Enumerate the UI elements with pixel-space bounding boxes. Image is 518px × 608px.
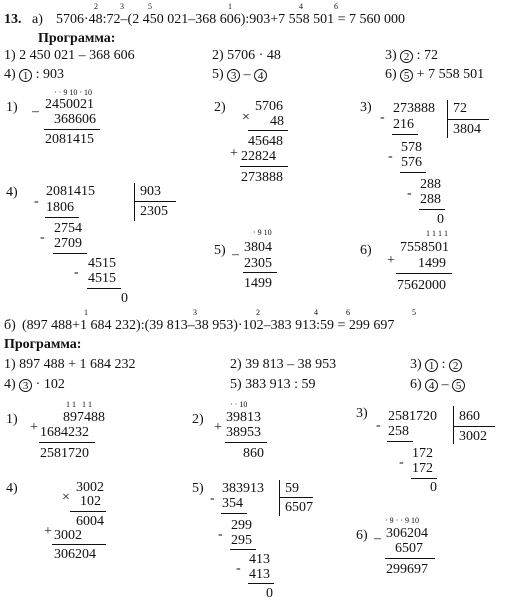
program-title: Программа: bbox=[4, 337, 82, 352]
operand: 1684232 bbox=[40, 425, 89, 440]
circled-number: 3 bbox=[227, 69, 240, 82]
quotient: 3002 bbox=[459, 429, 487, 444]
minus-sign: - bbox=[218, 527, 223, 542]
result: 7562000 bbox=[397, 278, 446, 293]
underline bbox=[385, 558, 435, 559]
divisor-line bbox=[453, 426, 495, 427]
calc-label: 2) bbox=[192, 412, 204, 427]
division-row: 288 bbox=[420, 192, 441, 207]
underline bbox=[44, 129, 100, 130]
times-sign: × bbox=[242, 110, 250, 125]
calc-label: 4) bbox=[6, 185, 18, 200]
minus-sign: - bbox=[74, 265, 79, 280]
quotient: 3804 bbox=[453, 122, 481, 137]
step: 1) 2 450 021 – 368 606 bbox=[4, 48, 135, 63]
operand: 2450021 bbox=[45, 97, 94, 112]
underline bbox=[221, 513, 247, 514]
division-row: 0 bbox=[266, 586, 273, 601]
partial-product: 45648 bbox=[248, 134, 283, 149]
division-row: 576 bbox=[401, 155, 422, 170]
result: 2081415 bbox=[45, 132, 94, 147]
calc-label: 3) bbox=[356, 406, 368, 421]
underline bbox=[396, 273, 452, 274]
divisor-line bbox=[279, 497, 313, 498]
plus-sign: + bbox=[44, 524, 52, 539]
problem-number: 13. bbox=[4, 12, 22, 27]
dividend: 273888 bbox=[393, 101, 435, 116]
circled-number: 3 bbox=[19, 379, 32, 392]
step: 5) 3 – 4 bbox=[212, 67, 267, 82]
result: 1499 bbox=[244, 276, 272, 291]
division-row: 299 bbox=[231, 518, 252, 533]
circled-number: 1 bbox=[425, 359, 438, 372]
underline bbox=[400, 172, 426, 173]
part-b-label: б) bbox=[4, 318, 16, 333]
step: 3) 1 : 2 bbox=[410, 357, 462, 372]
step: 6) 4 – 5 bbox=[410, 377, 465, 392]
division-row: 172 bbox=[412, 446, 433, 461]
step: 6) 5 + 7 558 501 bbox=[385, 67, 485, 82]
step: 1) 897 488 + 1 684 232 bbox=[4, 357, 136, 372]
result: 2581720 bbox=[40, 446, 89, 461]
minus-sign: - bbox=[236, 561, 241, 576]
part-a-expression: 5706·48:72–(2 450 021–368 606):903+7 558 501 = 7 560 000 bbox=[56, 12, 406, 27]
order-mark: 2 bbox=[94, 2, 98, 11]
underline bbox=[411, 478, 437, 479]
operand: 6507 bbox=[395, 541, 423, 556]
divisor-line bbox=[134, 201, 176, 202]
minus-sign: - bbox=[376, 418, 381, 433]
step: 4) 3 · 102 bbox=[4, 377, 65, 392]
circled-number: 5 bbox=[452, 379, 465, 392]
underline bbox=[392, 134, 418, 135]
operand: 39813 bbox=[226, 410, 261, 425]
plus-sign: + bbox=[230, 146, 238, 161]
calc-label: 1) bbox=[6, 100, 18, 115]
underline bbox=[419, 209, 445, 210]
division-row: 288 bbox=[420, 177, 441, 192]
division-row: 413 bbox=[249, 552, 270, 567]
underline bbox=[248, 130, 288, 131]
division-bar bbox=[453, 406, 454, 444]
calc-label: 5) bbox=[192, 481, 204, 496]
division-row: 0 bbox=[430, 480, 437, 495]
underline bbox=[243, 272, 277, 273]
division-bar bbox=[134, 183, 135, 221]
part-b-expression: (897 488+1 684 232):(39 813–38 953)·102–383 913:59 = 299 697 bbox=[22, 318, 395, 333]
underline bbox=[248, 583, 274, 584]
quotient: 2305 bbox=[140, 204, 168, 219]
division-row: 578 bbox=[401, 140, 422, 155]
step: 5) 383 913 : 59 bbox=[230, 377, 316, 392]
result: 299697 bbox=[386, 562, 428, 577]
underline bbox=[240, 166, 288, 167]
operand: 3804 bbox=[244, 240, 272, 255]
division-row: 295 bbox=[231, 533, 252, 548]
operand: 2305 bbox=[244, 256, 272, 271]
circled-number: 4 bbox=[254, 69, 267, 82]
carry-marks: 1 1 1 1 bbox=[426, 229, 448, 238]
part-a-label: а) bbox=[32, 12, 43, 27]
operand: 3002 bbox=[76, 480, 104, 495]
times-sign: × bbox=[62, 490, 70, 505]
order-mark: 2 bbox=[256, 308, 260, 317]
order-mark: 6 bbox=[346, 308, 350, 317]
divisor: 903 bbox=[140, 184, 161, 199]
calc-label: 4) bbox=[6, 481, 18, 496]
divisor: 72 bbox=[453, 101, 467, 116]
order-mark: 4 bbox=[314, 308, 318, 317]
operand: 102 bbox=[80, 494, 101, 509]
underline bbox=[39, 442, 95, 443]
dividend: 2081415 bbox=[46, 184, 95, 199]
dividend: 383913 bbox=[222, 481, 264, 496]
division-row: 216 bbox=[393, 117, 414, 132]
division-row: 0 bbox=[121, 291, 128, 306]
order-mark: 3 bbox=[120, 2, 124, 11]
dividend: 2581720 bbox=[388, 409, 437, 424]
step: 2) 39 813 – 38 953 bbox=[230, 357, 337, 372]
division-row: 0 bbox=[437, 212, 444, 227]
calc-label: 3) bbox=[360, 100, 372, 115]
operand: 1499 bbox=[418, 256, 446, 271]
division-row: 1806 bbox=[46, 200, 74, 215]
circled-number: 2 bbox=[400, 50, 413, 63]
order-mark: 1 bbox=[228, 2, 232, 11]
divisor: 59 bbox=[285, 481, 299, 496]
underline bbox=[225, 442, 267, 443]
division-row: 2754 bbox=[54, 221, 82, 236]
calc-label: 5) bbox=[214, 243, 226, 258]
carry-marks: · · 9 10 · 10 bbox=[54, 88, 92, 97]
underline bbox=[53, 253, 87, 254]
minus-sign: - bbox=[210, 491, 215, 506]
result: 273888 bbox=[241, 170, 283, 185]
carry-marks: · · 10 bbox=[230, 400, 248, 409]
calc-label: 2) bbox=[214, 100, 226, 115]
division-row: 172 bbox=[412, 461, 433, 476]
operand: 48 bbox=[270, 114, 284, 129]
minus-sign: – bbox=[374, 531, 381, 546]
minus-sign: - bbox=[407, 186, 412, 201]
plus-sign: + bbox=[214, 420, 222, 435]
underline bbox=[52, 544, 106, 545]
plus-sign: + bbox=[387, 253, 395, 268]
division-row: 4515 bbox=[88, 271, 116, 286]
minus-sign: – bbox=[232, 247, 239, 262]
order-mark: 4 bbox=[299, 2, 303, 11]
circled-number: 4 bbox=[425, 379, 438, 392]
partial-product: 6004 bbox=[76, 514, 104, 529]
minus-sign: - bbox=[380, 110, 385, 125]
step: 4) 1 : 903 bbox=[4, 67, 65, 82]
calc-label: 1) bbox=[6, 412, 18, 427]
order-mark: 3 bbox=[193, 308, 197, 317]
minus-sign: - bbox=[40, 230, 45, 245]
division-row: 4515 bbox=[88, 256, 116, 271]
result: 306204 bbox=[54, 547, 96, 562]
plus-sign: + bbox=[30, 420, 38, 435]
carry-marks: · 9 10 bbox=[253, 228, 272, 237]
operand: 368606 bbox=[54, 112, 96, 127]
circled-number: 1 bbox=[19, 69, 32, 82]
underline bbox=[70, 511, 106, 512]
order-mark: 5 bbox=[412, 308, 416, 317]
underline bbox=[387, 441, 413, 442]
partial-product: 22824 bbox=[241, 149, 276, 164]
result: 860 bbox=[243, 446, 264, 461]
operand: 7558501 bbox=[400, 240, 449, 255]
underline bbox=[230, 549, 256, 550]
division-bar bbox=[279, 480, 280, 516]
quotient: 6507 bbox=[285, 500, 313, 515]
divisor-line bbox=[447, 119, 489, 120]
operand: 897488 bbox=[63, 410, 105, 425]
order-mark: 5 bbox=[148, 2, 152, 11]
operand: 5706 bbox=[255, 99, 283, 114]
minus-sign: - bbox=[399, 455, 404, 470]
circled-number: 2 bbox=[449, 359, 462, 372]
division-row: 258 bbox=[388, 424, 409, 439]
division-row: 354 bbox=[222, 496, 243, 511]
divisor: 860 bbox=[459, 409, 480, 424]
calc-label: 6) bbox=[360, 243, 372, 258]
underline bbox=[87, 288, 121, 289]
calc-label: 6) bbox=[356, 528, 368, 543]
partial-product: 3002 bbox=[54, 528, 82, 543]
underline bbox=[45, 217, 79, 218]
minus-sign: – bbox=[32, 104, 39, 119]
division-row: 413 bbox=[249, 567, 270, 582]
program-title: Программа: bbox=[38, 31, 116, 46]
minus-sign: - bbox=[34, 194, 39, 209]
step: 2) 5706 · 48 bbox=[212, 48, 281, 63]
carry-marks: · 9 · · 9 10 bbox=[385, 516, 419, 525]
division-row: 2709 bbox=[54, 236, 82, 251]
carry-marks: 1 1 1 1 bbox=[66, 400, 92, 409]
order-mark: 6 bbox=[334, 2, 338, 11]
circled-number: 5 bbox=[400, 69, 413, 82]
minus-sign: - bbox=[388, 149, 393, 164]
order-mark: 1 bbox=[84, 308, 88, 317]
operand: 38953 bbox=[226, 425, 261, 440]
operand: 306204 bbox=[386, 526, 428, 541]
step: 3) 2 : 72 bbox=[385, 48, 439, 63]
